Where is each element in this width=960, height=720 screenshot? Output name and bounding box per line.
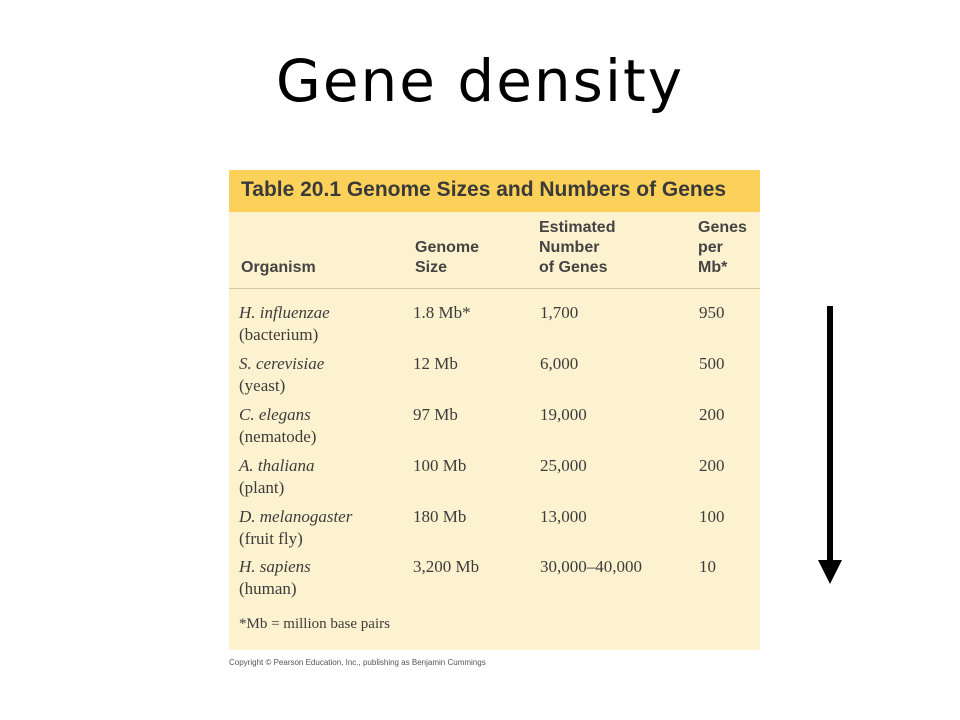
- genome-size-cell: 180 Mb: [413, 507, 467, 526]
- gene-count-cell: 6,000: [540, 354, 579, 373]
- genes-per-mb-cell: 200: [699, 405, 725, 424]
- column-header-organism: [241, 258, 316, 278]
- organism-scientific-name: A. thaliana: [239, 456, 315, 475]
- organism-cell: [239, 353, 324, 397]
- genome-size-cell: 1.8 Mb*: [413, 303, 471, 322]
- column-header-line: Number: [539, 239, 600, 256]
- organism-common-name: (plant): [239, 478, 285, 497]
- gene-count-cell: 30,000–40,000: [540, 557, 642, 576]
- column-header-line: Organism: [241, 259, 316, 276]
- organism-scientific-name: H. influenzae: [239, 303, 330, 322]
- column-header-line: Mb*: [698, 259, 728, 276]
- table-row: [229, 302, 760, 354]
- table-row: [229, 353, 760, 405]
- organism-common-name: (human): [239, 579, 297, 598]
- header-divider: [229, 288, 760, 289]
- organism-scientific-name: D. melanogaster: [239, 507, 353, 526]
- organism-cell: [239, 302, 330, 346]
- organism-common-name: (fruit fly): [239, 529, 303, 548]
- table-row: [229, 506, 760, 558]
- column-header-line: Size: [415, 259, 448, 276]
- genes-per-mb-cell: 10: [699, 557, 716, 576]
- column-header-genes-per-mb: [698, 218, 747, 278]
- column-header-line: Genes: [698, 219, 747, 236]
- genes-per-mb-cell: 100: [699, 507, 725, 526]
- organism-common-name: (bacterium): [239, 325, 319, 344]
- column-header-line: Estimated: [539, 219, 616, 236]
- organism-common-name: (nematode): [239, 427, 317, 446]
- genome-size-cell: 12 Mb: [413, 354, 458, 373]
- organism-scientific-name: C. elegans: [239, 405, 311, 424]
- organism-common-name: (yeast): [239, 376, 286, 395]
- gene-count-cell: 1,700: [540, 303, 579, 322]
- gene-count-cell: 13,000: [540, 507, 587, 526]
- column-header-estimated-genes: [539, 218, 615, 278]
- gene-count-cell: 19,000: [540, 405, 587, 424]
- organism-scientific-name: S. cerevisiae: [239, 354, 325, 373]
- table-row: [229, 556, 760, 608]
- down-arrow-icon: [812, 306, 848, 586]
- organism-cell: [239, 455, 315, 499]
- column-header-genome-size: [415, 238, 479, 278]
- table-row: [229, 455, 760, 507]
- genome-size-cell: 3,200 Mb: [413, 557, 480, 576]
- genome-size-cell: 100 Mb: [413, 456, 467, 475]
- column-header-line: Genome: [415, 239, 480, 256]
- table-row: [229, 404, 760, 456]
- organism-cell: [239, 404, 316, 448]
- genome-table: [229, 170, 760, 650]
- column-header-line: of Genes: [539, 259, 608, 276]
- table-footnote: *Mb = million base pairs: [239, 616, 390, 632]
- genes-per-mb-cell: 200: [699, 456, 725, 475]
- organism-scientific-name: H. sapiens: [239, 557, 311, 576]
- genes-per-mb-cell: 500: [699, 354, 725, 373]
- copyright-notice: Copyright © Pearson Education, Inc., publishing as Benjamin Cummings: [229, 658, 486, 667]
- genes-per-mb-cell: 950: [699, 303, 725, 322]
- genome-size-cell: 97 Mb: [413, 405, 458, 424]
- organism-cell: [239, 556, 311, 600]
- table-caption: Table 20.1 Genome Sizes and Numbers of Genes: [241, 178, 727, 201]
- column-header-line: per: [698, 239, 723, 256]
- organism-cell: [239, 506, 352, 550]
- table-caption-bar: [229, 170, 760, 212]
- slide-title: Gene density: [275, 47, 685, 115]
- gene-count-cell: 25,000: [540, 456, 587, 475]
